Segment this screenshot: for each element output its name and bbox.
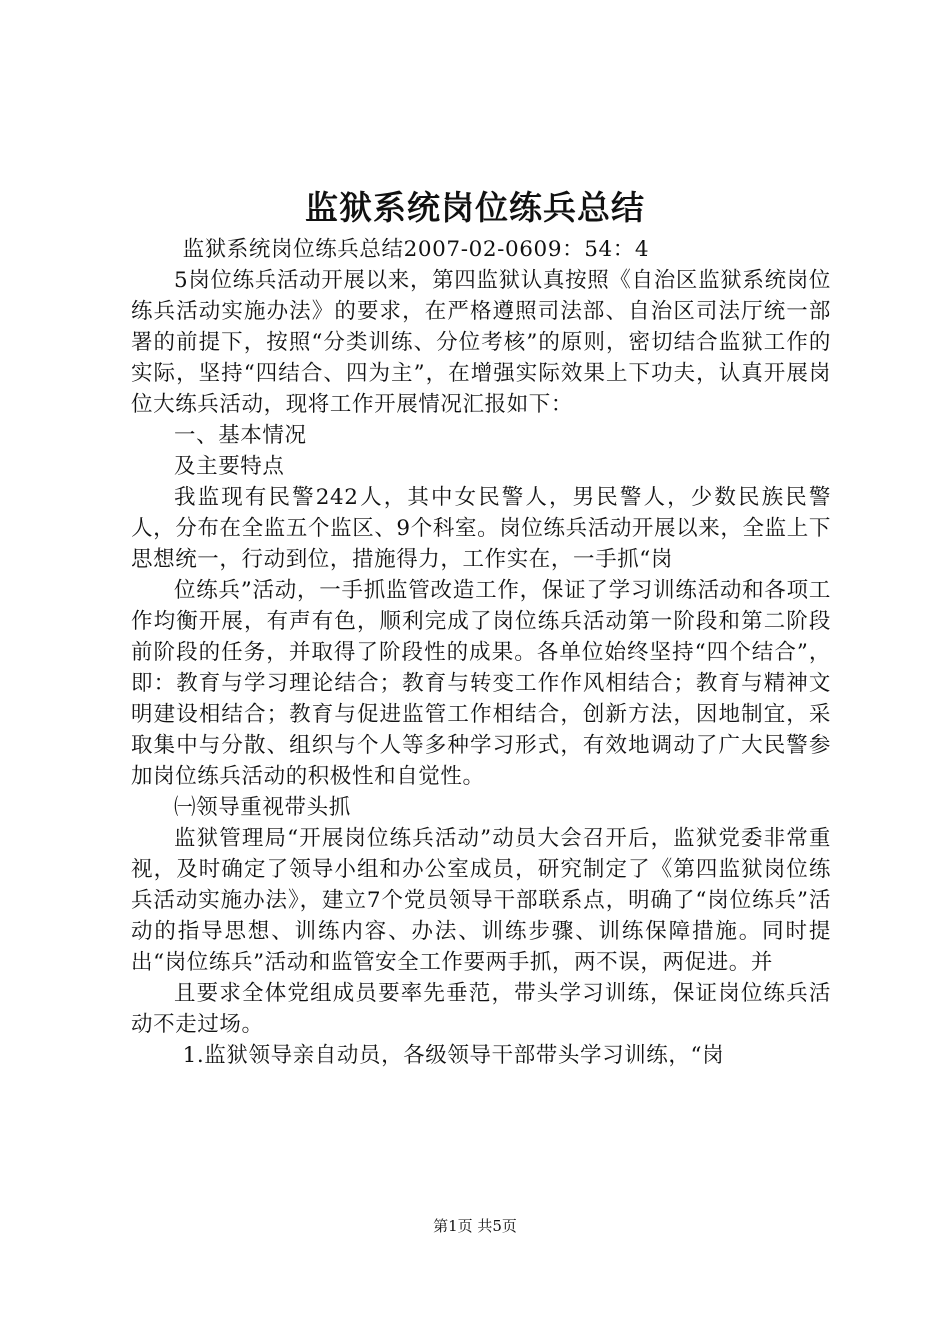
- paragraph-leadership: 监狱管理局“开展岗位练兵活动”动员大会召开后，监狱党委非常重视，及时确定了领导小组和办公室成员，研究制定了《第四监狱岗位练兵活动实施办法》，建立7个党员领导干部联系点，明确了“岗位练兵”活动的指导思想、训练内容、办法、训练步骤、训练保障措施。同时提出“岗位练兵”活动和监管安全工作要两手抓，两不误，两促进。并: [131, 826, 831, 975]
- document-title: 监狱系统岗位练兵总结: [305, 188, 645, 227]
- subsection-heading-leadership: ㈠领导重视带头抓: [174, 795, 351, 820]
- section-heading-features: 及主要特点: [174, 454, 285, 479]
- paragraph-header-line: 监狱系统岗位练兵总结2007-02-0609：54：4: [182, 237, 650, 262]
- paragraph-activities: 位练兵”活动，一手抓监管改造工作，保证了学习训练活动和各项工作均衡开展，有声有色，顺利完成了岗位练兵活动第一阶段和第二阶段前阶段的任务，并取得了阶段性的成果。各单位始终坚持“四个结合”，即：教育与学习理论结合；教育与转变工作作风相结合；教育与精神文明建设相结合；教育与促进监管工作相结合，创新方法，因地制宜，采取集中与分散、组织与个人等多种学习形式，有效地调动了广大民警参加岗位练兵活动的积极性和自觉性。: [131, 578, 831, 789]
- section-heading-basic: 一、基本情况: [174, 423, 307, 448]
- paragraph-item-1: 1.监狱领导亲自动员，各级领导干部带头学习训练，“岗: [182, 1043, 725, 1068]
- document-body: [131, 234, 831, 1071]
- paragraph-intro: 5岗位练兵活动开展以来，第四监狱认真按照《自治区监狱系统岗位练兵活动实施办法》的要求，在严格遵照司法部、自治区司法厅统一部署的前提下，按照“分类训练、分位考核”的原则，密切结合监狱工作的实际，坚持“四结合、四为主”，在增强实际效果上下功夫，认真开展岗位大练兵活动，现将工作开展情况汇报如下：: [131, 268, 831, 417]
- page-footer: 第1页 共5页: [433, 1217, 517, 1235]
- paragraph-staff: 我监现有民警242人，其中女民警人，男民警人，少数民族民警人，分布在全监五个监区、9个科室。岗位练兵活动开展以来，全监上下思想统一，行动到位，措施得力，工作实在，一手抓“岗: [131, 485, 831, 572]
- paragraph-requirements: 且要求全体党组成员要率先垂范，带头学习训练，保证岗位练兵活动不走过场。: [131, 981, 831, 1037]
